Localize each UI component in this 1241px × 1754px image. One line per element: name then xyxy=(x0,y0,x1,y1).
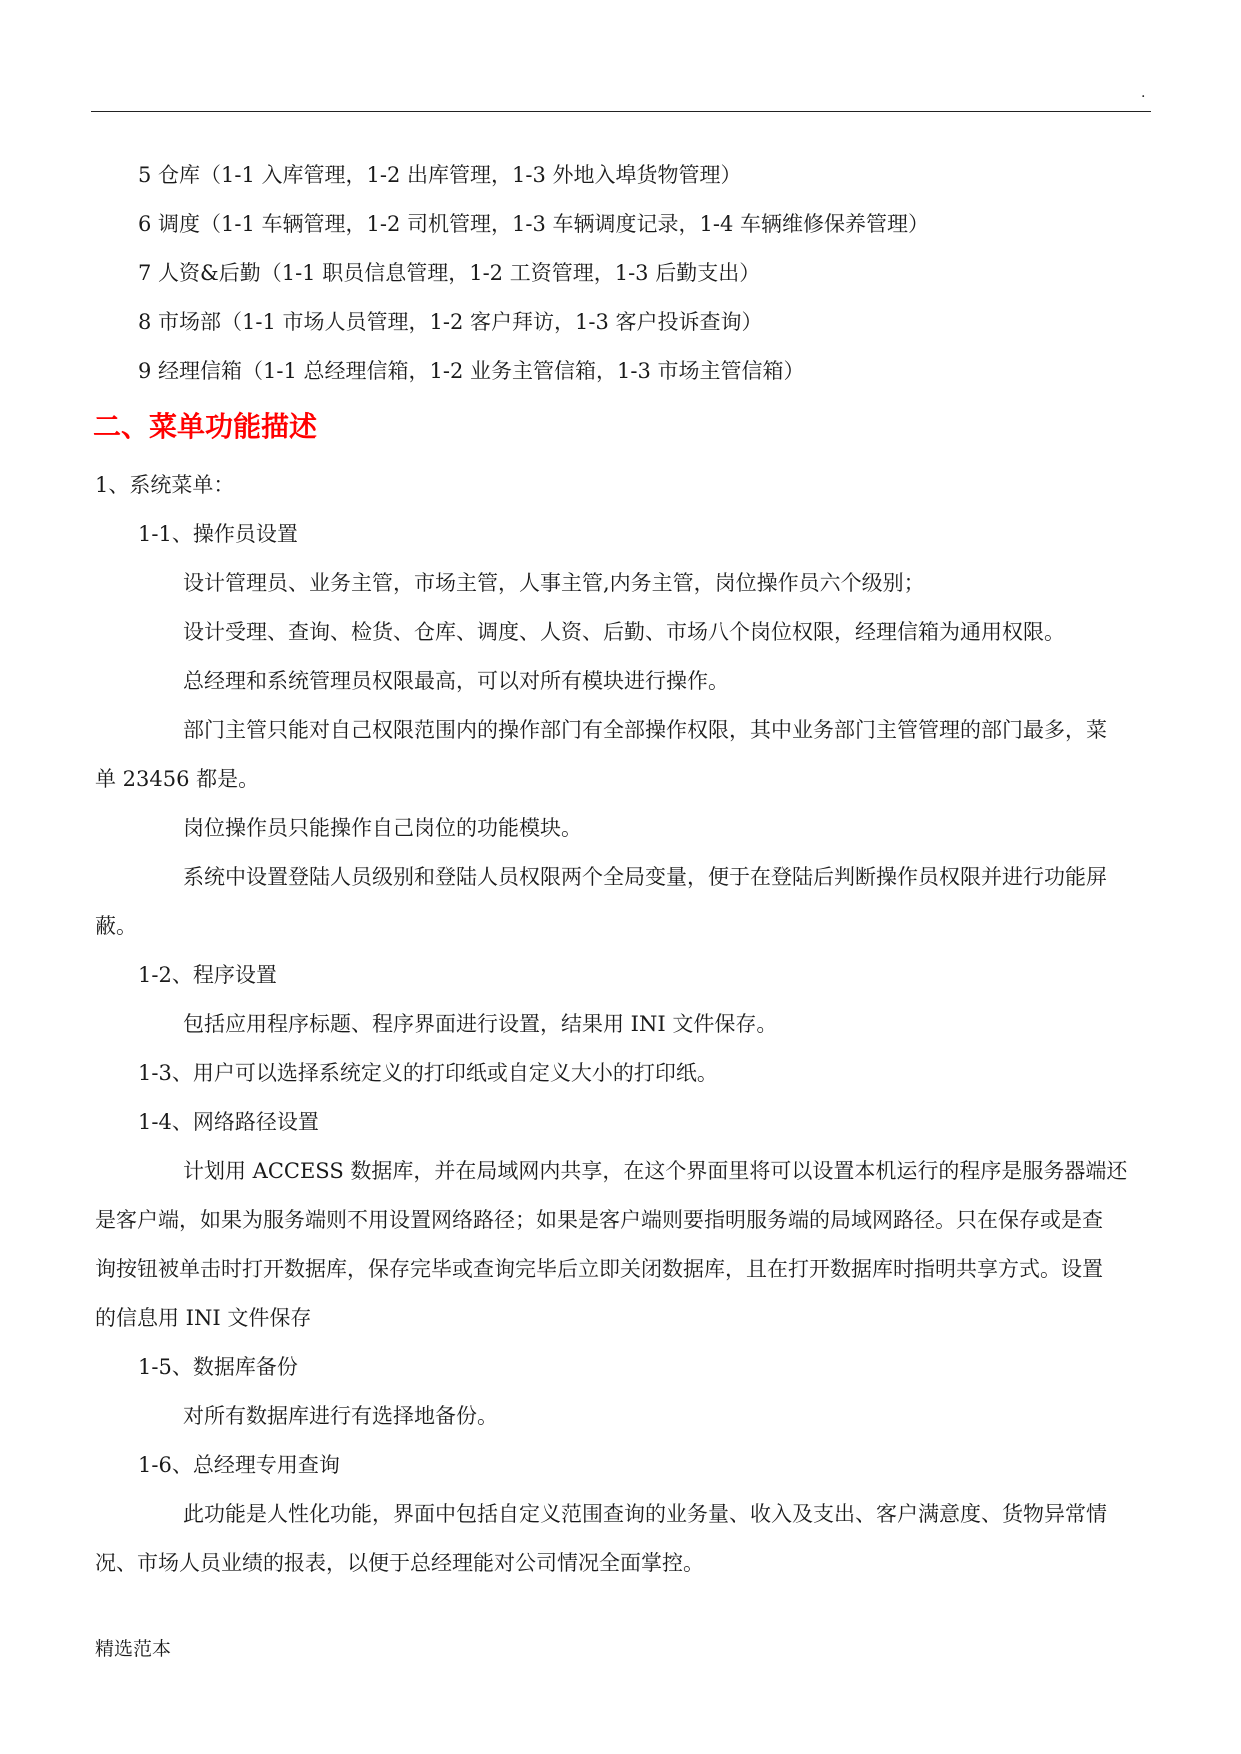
item-print-paper: 1-3、用户可以选择系统定义的打印纸或自定义大小的打印纸。 xyxy=(138,1061,718,1085)
paragraph-continued: 是客户端，如果为服务端则不用设置网络路径；如果是客户端则要指明服务端的局域网路径。只在保存或是查 xyxy=(95,1208,1103,1232)
menu-item-hr-logistics: 7 人资&后勤（1-1 职员信息管理，1-2 工资管理，1-3 后勤支出） xyxy=(138,261,761,285)
paragraph: 此功能是人性化功能，界面中包括自定义范围查询的业务量、收入及支出、客户满意度、货物异常情 xyxy=(183,1502,1107,1526)
item-operator-settings: 1-1、操作员设置 xyxy=(138,522,298,546)
paragraph-continued: 单 23456 都是。 xyxy=(95,767,260,791)
item-database-backup: 1-5、数据库备份 xyxy=(138,1355,298,1379)
paragraph: 设计管理员、业务主管，市场主管，人事主管,内务主管，岗位操作员六个级别； xyxy=(183,571,925,595)
paragraph: 岗位操作员只能操作自己岗位的功能模块。 xyxy=(183,816,582,840)
menu-item-warehouse: 5 仓库（1-1 入库管理，1-2 出库管理，1-3 外地入埠货物管理） xyxy=(138,163,742,187)
paragraph: 对所有数据库进行有选择地备份。 xyxy=(183,1404,498,1428)
header-mark: . xyxy=(1141,85,1146,101)
paragraph: 总经理和系统管理员权限最高，可以对所有模块进行操作。 xyxy=(183,669,729,693)
subsection-system-menu: 1、系统菜单： xyxy=(95,473,235,497)
paragraph: 部门主管只能对自己权限范围内的操作部门有全部操作权限，其中业务部门主管管理的部门最多，菜 xyxy=(183,718,1107,742)
menu-item-manager-mailbox: 9 经理信箱（1-1 总经理信箱，1-2 业务主管信箱，1-3 市场主管信箱） xyxy=(138,359,805,383)
item-network-path: 1-4、网络路径设置 xyxy=(138,1110,319,1134)
paragraph: 包括应用程序标题、程序界面进行设置，结果用 INI 文件保存。 xyxy=(183,1012,778,1036)
paragraph-continued: 况、市场人员业绩的报表，以便于总经理能对公司情况全面掌控。 xyxy=(95,1551,704,1575)
header-rule xyxy=(91,111,1151,112)
item-program-settings: 1-2、程序设置 xyxy=(138,963,277,987)
menu-item-dispatch: 6 调度（1-1 车辆管理，1-2 司机管理，1-3 车辆调度记录，1-4 车辆维修保养管理） xyxy=(138,212,930,236)
paragraph: 计划用 ACCESS 数据库，并在局域网内共享，在这个界面里将可以设置本机运行的程序是服务器端还 xyxy=(183,1159,1128,1183)
footer-label: 精选范本 xyxy=(95,1638,172,1660)
section-heading: 二、菜单功能描述 xyxy=(93,410,318,443)
item-gm-query: 1-6、总经理专用查询 xyxy=(138,1453,340,1477)
paragraph-continued: 询按钮被单击时打开数据库，保存完毕或查询完毕后立即关闭数据库，且在打开数据库时指明共享方式。设置 xyxy=(95,1257,1103,1281)
paragraph: 系统中设置登陆人员级别和登陆人员权限两个全局变量，便于在登陆后判断操作员权限并进行功能屏 xyxy=(183,865,1107,889)
paragraph: 设计受理、查询、检货、仓库、调度、人资、后勤、市场八个岗位权限，经理信箱为通用权限。 xyxy=(183,620,1065,644)
paragraph-continued: 的信息用 INI 文件保存 xyxy=(95,1306,312,1330)
paragraph-continued: 蔽。 xyxy=(95,914,137,938)
menu-item-marketing: 8 市场部（1-1 市场人员管理，1-2 客户拜访，1-3 客户投诉查询） xyxy=(138,310,763,334)
